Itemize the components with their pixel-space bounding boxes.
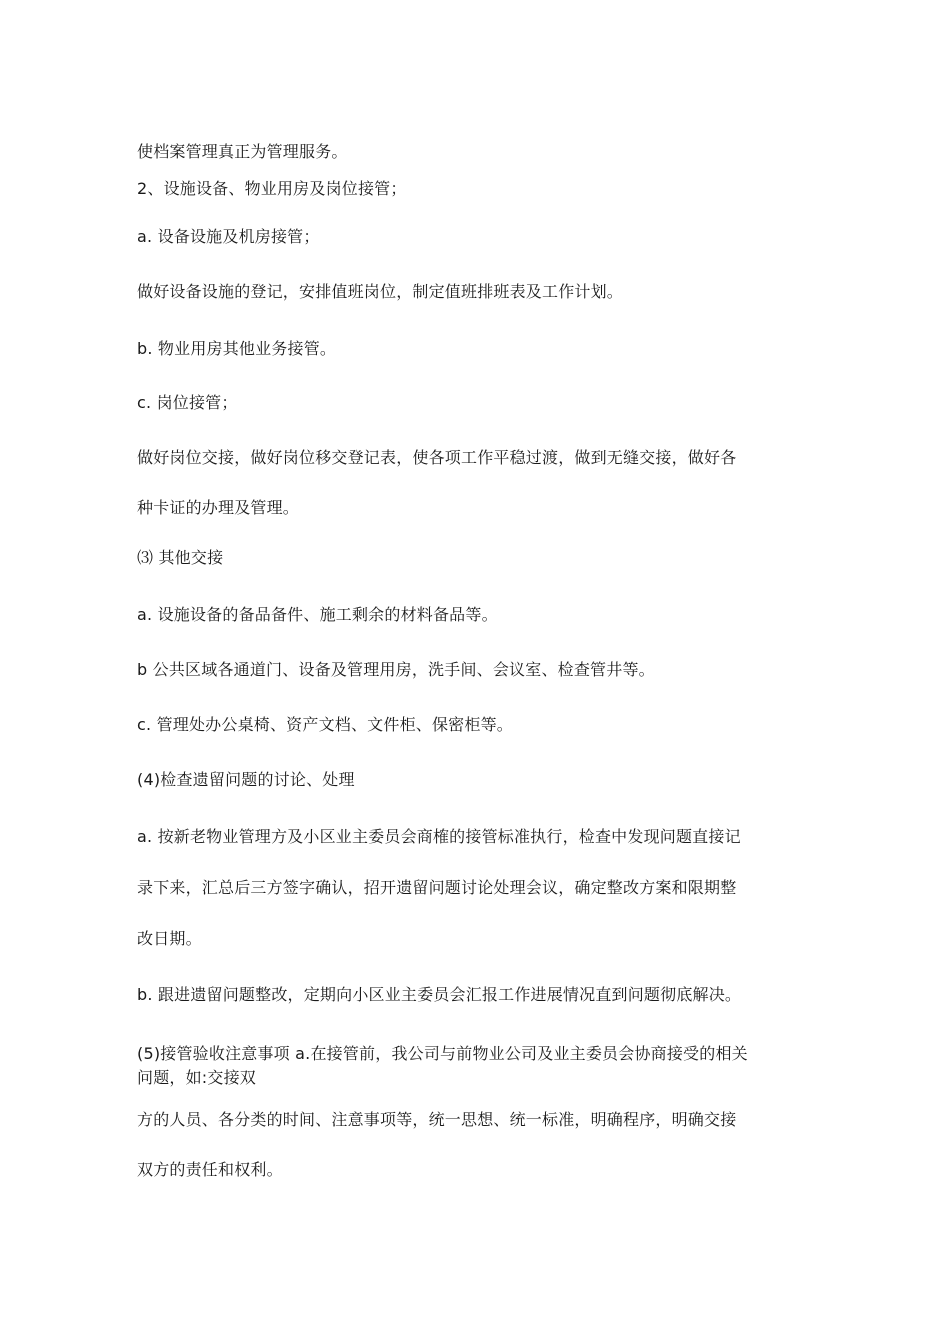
text-line: 做好岗位交接，做好岗位移交登记表，使各项工作平稳过渡，做到无缝交接，做好各 xyxy=(137,448,737,467)
text-line: b. 跟进遗留问题整改，定期向小区业主委员会汇报工作进展情况直到问题彻底解决。 xyxy=(137,985,742,1004)
section-heading: ⑶ 其他交接 xyxy=(137,548,224,567)
list-item: a. 设施设备的备品备件、施工剩余的材料备品等。 xyxy=(137,605,498,624)
text-line: 方的人员、各分类的时间、注意事项等，统一思想、统一标准，明确程序，明确交接 xyxy=(137,1110,737,1129)
subsection-heading: b. 物业用房其他业务接管。 xyxy=(137,339,337,358)
text-line: 种卡证的办理及管理。 xyxy=(137,498,300,517)
text-line: 改日期。 xyxy=(137,929,202,948)
text-line: 做好设备设施的登记，安排值班岗位，制定值班排班表及工作计划。 xyxy=(137,282,624,301)
list-item: b 公共区域各通道门、设备及管理用房，洗手间、会议室、检查管井等。 xyxy=(137,660,655,679)
section-heading: 2、设施设备、物业用房及岗位接管； xyxy=(137,179,407,198)
subsection-heading: a. 设备设施及机房接管； xyxy=(137,227,320,246)
text-line: 问题，如:交接双 xyxy=(137,1068,256,1087)
section-heading: (4)检查遗留问题的讨论、处理 xyxy=(137,770,355,789)
text-line: 录下来，汇总后三方签字确认，招开遗留问题讨论处理会议，确定整改方案和限期整 xyxy=(137,878,737,897)
text-line: 双方的责任和权利。 xyxy=(137,1160,283,1179)
subsection-heading: c. 岗位接管； xyxy=(137,393,238,412)
text-line: a. 按新老物业管理方及小区业主委员会商榷的接管标准执行，检查中发现问题直接记 xyxy=(137,827,741,846)
section-heading: (5)接管验收注意事项 a.在接管前，我公司与前物业公司及业主委员会协商接受的相关 xyxy=(137,1044,748,1063)
list-item: c. 管理处办公桌椅、资产文档、文件柜、保密柜等。 xyxy=(137,715,513,734)
text-line: 使档案管理真正为管理服务。 xyxy=(137,142,348,161)
